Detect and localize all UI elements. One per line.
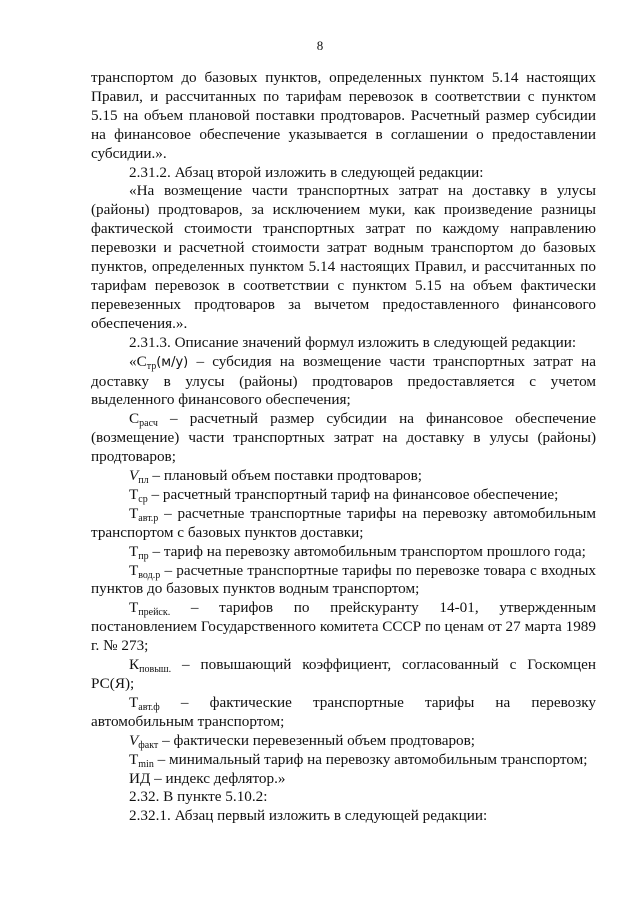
formula-def-v-pl: [91, 467, 596, 486]
formula-def-t-sr: [91, 486, 596, 505]
symbol-subscript: min: [138, 758, 154, 770]
symbol-subscript: расч: [139, 418, 158, 430]
paragraph-continuation: транспортом до базовых пунктов, определенных пунктом 5.14 настоящих Правил, и рассчитанных по тарифам перевозок в соответствии с пунктом 5.15 на объем плановой поставки продтоваров. Расчетный размер субсидии на финансовое обеспечение указывается в соглашении о предоставлении субсидии.».: [91, 69, 596, 162]
symbol-subscript: тр: [146, 360, 157, 372]
formula-def-t-avt-r: [91, 505, 596, 543]
definition-text: – фактически перевезенный объем продтоваров;: [158, 731, 476, 749]
definition-text: – расчетные транспортные тарифы по перевозке товара с входных пунктов до базовых пунктов водным транспортом;: [91, 561, 596, 598]
document-body: [91, 69, 596, 826]
symbol: V: [129, 467, 139, 485]
symbol-subscript: ср: [138, 493, 148, 505]
paragraph-2-32-1: 2.32.1. Абзац первый изложить в следующей редакции:: [129, 807, 488, 825]
definition-text: – фактические транспортные тарифы на перевозку автомобильным транспортом;: [91, 693, 596, 730]
symbol-subscript: пр: [138, 550, 149, 562]
formula-def-t-avt-f: [91, 694, 596, 732]
paragraph-2-31-3: 2.31.3. Описание значений формул изложить в следующей редакции:: [129, 333, 577, 351]
formula-def-t-vod-r: [91, 562, 596, 600]
symbol: Т: [129, 599, 139, 617]
definition-text: – расчетный транспортный тариф на финансовое обеспечение;: [147, 485, 559, 503]
symbol-subscript: вод.р: [138, 569, 161, 581]
formula-def-c-rasch: [91, 410, 596, 467]
symbol: Т: [129, 542, 139, 560]
definition-text: – расчетные транспортные тарифы на перевозку автомобильным транспортом с базовых пунктов доставки;: [91, 504, 596, 541]
symbol: Т: [129, 750, 139, 768]
paragraph-2-31-2: 2.31.2. Абзац второй изложить в следующей редакции:: [129, 163, 484, 181]
symbol: V: [129, 731, 139, 749]
formula-def-id: ИД – индекс дефлятор.»: [129, 769, 286, 787]
symbol-subscript: авт.р: [138, 512, 159, 524]
definition-text: – повышающий коэффициент, согласованный с Госкомцен РС(Я);: [91, 656, 596, 692]
symbol: Т: [129, 561, 139, 579]
formula-def-k-povysh: [91, 656, 596, 694]
formula-def-t-pr: [91, 543, 596, 562]
definition-text: – расчетный размер субсидии на финансовое обеспечение (возмещение) части транспортных затрат на доставку в улусы (районы) продтоваров;: [91, 410, 596, 466]
definition-text: – плановый объем поставки продтоваров;: [148, 467, 423, 485]
symbol: Т: [129, 504, 139, 522]
symbol-subscript: факт: [138, 739, 159, 751]
symbol-subscript: пл: [138, 475, 149, 487]
formula-def-c-tr: [91, 353, 596, 411]
formula-def-t-preisk: [91, 599, 596, 656]
paragraph-2-32: 2.32. В пункте 5.10.2:: [129, 788, 268, 806]
formula-def-v-fakt: [91, 732, 596, 751]
paragraph-quote: «На возмещение части транспортных затрат на доставку в улусы (районы) продтоваров, за исключением муки, как произведение разницы фактической стоимости транспортных затрат по каждому направлению перевозки и расчетной стоимости затрат водным транспортом до базовых пунктов, определенных пунктом 5.14 настоящих Правил, и рассчитанных по тарифам перевозок в соответствии с пунктом 5.15 на объем фактически перевезенных продтоваров за вычетом предоставленного финансового обеспечения.».: [91, 182, 596, 332]
symbol-subscript: авт.ф: [138, 701, 160, 713]
symbol-subscript: прейск.: [138, 607, 171, 619]
definition-text: – тариф на перевозку автомобильным транспортом прошлого года;: [148, 542, 586, 560]
definition-text: – тарифов по прейскуранту 14-01, утвержденным постановлением Государственного комитета СССР по ценам от 27 марта 1989 г. № 273;: [91, 599, 596, 655]
definition-text: – минимальный тариф на перевозку автомобильным транспортом;: [153, 750, 588, 768]
symbol-subscript: повыш.: [139, 664, 172, 676]
symbol-c: «С: [129, 352, 147, 370]
symbol: Т: [129, 485, 139, 503]
page-number: 8: [316, 38, 324, 53]
definition-text: – субсидия на возмещение части транспортных затрат на доставку в улусы (районы) продтоваров предоставляется с учетом выделенного финансового обеспечения;: [91, 352, 596, 409]
symbol: С: [129, 410, 140, 428]
symbol: Т: [129, 693, 139, 711]
symbol: К: [129, 656, 140, 674]
symbol-paren: (м/у): [156, 354, 189, 370]
formula-def-t-min: [91, 751, 596, 770]
